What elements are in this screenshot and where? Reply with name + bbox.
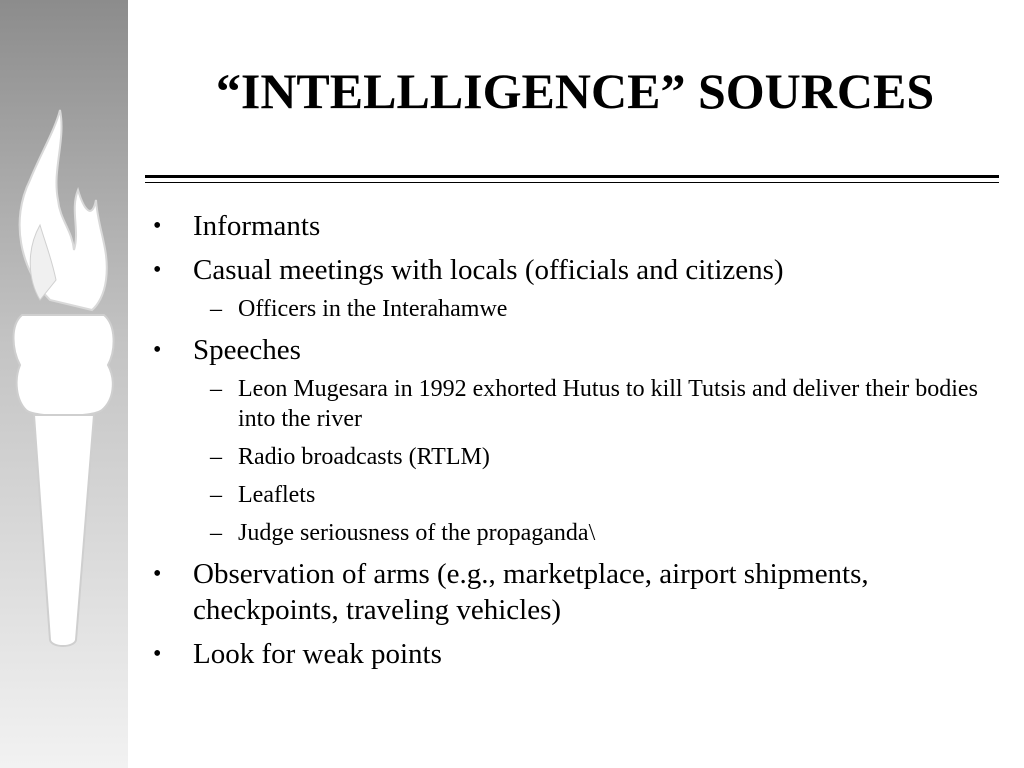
bullet-dot: •: [153, 257, 162, 283]
bullet-dot: •: [153, 337, 162, 363]
list-item: [150, 636, 1010, 672]
bullet-dash: –: [210, 520, 222, 546]
sub-list-item: [150, 442, 1010, 472]
list-item: [150, 208, 1010, 244]
sub-list-item: [150, 518, 1010, 548]
list-item: [150, 556, 1010, 628]
bullet-dash: –: [210, 376, 222, 402]
sidebar-decoration: [0, 0, 128, 768]
list-item-text: Informants: [193, 210, 321, 242]
list-item-text: Observation of arms (e.g., marketplace, airport shipments, checkpoints, traveling vehicles): [193, 558, 869, 626]
bullet-dot: •: [153, 641, 162, 667]
bullet-dash: –: [210, 482, 222, 508]
list-item: [150, 332, 1010, 368]
sub-list-item: [150, 480, 1010, 510]
slide-title: “INTELLLIGENCE” SOURCES: [215, 63, 935, 119]
list-item-text: Look for weak points: [193, 638, 442, 670]
title-divider: [145, 175, 999, 183]
list-item: [150, 252, 1010, 288]
bullet-dash: –: [210, 296, 222, 322]
torch-icon: [0, 100, 128, 660]
sub-list-item-text: Judge seriousness of the propaganda\: [238, 520, 596, 546]
sub-list-item-text: Radio broadcasts (RTLM): [238, 444, 490, 470]
bullet-dot: •: [153, 561, 162, 587]
list-item-text: Casual meetings with locals (officials and citizens): [193, 254, 784, 286]
sub-list-item: [150, 374, 1010, 434]
sub-list-item: [150, 294, 1010, 324]
sub-list-item-text: Leon Mugesara in 1992 exhorted Hutus to kill Tutsis and deliver their bodies into the river: [238, 376, 978, 432]
bullet-dot: •: [153, 213, 162, 239]
sub-list-item-text: Leaflets: [238, 482, 316, 508]
bullet-dash: –: [210, 444, 222, 470]
sub-list-item-text: Officers in the Interahamwe: [238, 296, 508, 322]
list-item-text: Speeches: [193, 334, 301, 366]
bullet-list: [150, 208, 1010, 680]
